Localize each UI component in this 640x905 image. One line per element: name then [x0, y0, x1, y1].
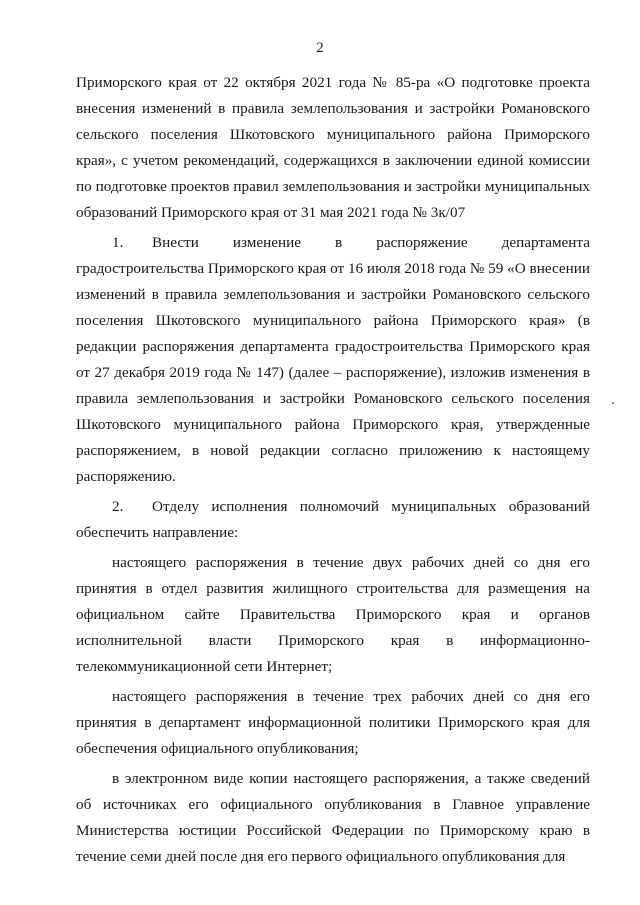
paragraph-item-1: [76, 230, 590, 490]
item-number-2: 2.: [112, 498, 124, 515]
paragraph-item-2: [76, 494, 590, 546]
paragraph-subitem-3: в электронном виде копии настоящего распоряжения, а также сведений об источниках его официального опубликования в Главное управление Министерства юстиции Российской Федерации по Приморскому краю в течение семи дней после дня его первого официального опубликования для: [76, 770, 590, 865]
item-number-1: 1.: [112, 234, 124, 251]
scan-speck: [612, 402, 614, 404]
paragraph-subitem-1: настоящего распоряжения в течение двух рабочих дней со дня его принятия в отдел развития жилищного строительства для размещения на официальном сайте Правительства Приморского края и органов исполнительной власти Приморского края в информационно-телекоммуникационной сети Интернет;: [76, 554, 590, 675]
item-2-text: Отделу исполнения полномочий муниципальных образований обеспечить направление:: [76, 498, 590, 541]
paragraph-subitem-2: настоящего распоряжения в течение трех рабочих дней со дня его принятия в департамент информационной политики Приморского края для обеспечения официального опубликования;: [76, 688, 590, 757]
paragraph-intro: Приморского края от 22 октября 2021 года № 85-ра «О подготовке проекта внесения изменений в правила землепользования и застройки Романовского сельского поселения Шкотовского муниципального района Приморского края», с учетом рекомендаций, содержащихся в заключении единой комиссии по подготовке проектов правил землепользования и застройки муниципальных образований Приморского края от 31 мая 2021 года № 3к/07: [76, 74, 590, 221]
document-body: [76, 70, 590, 870]
item-1-text: Внести изменение в распоряжение департамента градостроительства Приморского края от 16 июля 2018 года № 59 «О внесении изменений в правила землепользования и застройки Романовского сельского поселения Шкотовского муниципального района Приморского края» (в редакции распоряжения департамента градостроительства Приморского края от 27 декабря 2019 года № 147) (далее – распоряжение), изложив изменения в правила землепользования и застройки Романовского сельского поселения Шкотовского муниципального района Приморского края, утвержденные распоряжением, в новой редакции согласно приложению к настоящему распоряжению.: [76, 234, 590, 485]
page-number: 2: [316, 40, 324, 56]
